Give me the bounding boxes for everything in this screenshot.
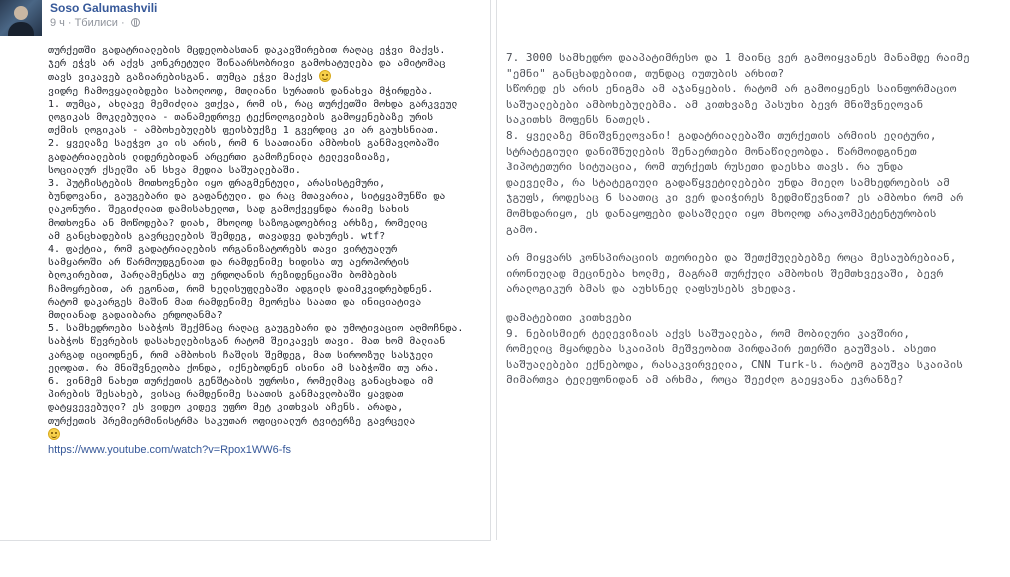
post-line: სტრატეგიული დანიშნულების შენაერთები მონაწილეობდა. წარმოიდგინეთ	[506, 144, 917, 158]
smiley-emoji-icon	[48, 428, 60, 440]
post-right-column	[496, 0, 1010, 577]
post-line: 9. ნებისმიერ ტელევიზიას აქვს საშუალება, რომ მობილური კავშირი,	[506, 326, 910, 340]
post-line: საკითხს მოფენს ნათელს.	[506, 113, 652, 127]
post-line: საბჭოს წევრების დასახელებისგან რატომ შეიკავეს თავი. მათ ხომ მალიან	[48, 336, 446, 348]
smiley-emoji-icon	[319, 70, 331, 82]
post-line: 4. ფაქტია, რომ გადატრიალების ორგანიზატორებს თავი ვირტუალურ	[48, 244, 398, 256]
post-line: ვიდრე ჩამოვყალიბდები საბოლოოდ, მთლიანი სურათის დანახვა მჭირდება.	[48, 85, 434, 97]
post-line-text: თავს ვიკავებ გაზიარებისგან. თუმცა ეჭვი მაქვს	[48, 72, 313, 84]
post-line: სამყაროში არ წარმოუდგენიათ და რამდენიმე ხიდისა თუ აეროპორტის	[48, 257, 410, 269]
post-header	[0, 0, 490, 36]
post-line: რატომ დაკარგეს მაშინ მათ რამდენიმე მეორესა საათი და ინიციატივა	[48, 296, 422, 308]
post-line: სწორედ ეს არის ენიგმა ამ აჯანყების. რატომ არ გამოიყენეს საინფორმაციო	[506, 82, 957, 96]
post-line: ირონიულად მეცინება ხოლმე, მაგრამ თურქული ამბოხის შემთხვევაში, ბევრ	[506, 266, 944, 280]
post-line	[48, 70, 488, 84]
post-line: ლაკონური. შეგიძლიათ დამისახელოთ, სად გამოქვეყნდა რაიმე სახის	[48, 204, 410, 216]
post-line: 6. ვინმემ ნახეთ თურქეთის გენშტაბის უფროსი, რომელმაც განაცხადა იმ	[48, 376, 434, 388]
post-line: 8. ყველაზე მნიშვნელოვანი! გადატრიალებაში თურქეთის არმიის ელიტური,	[506, 128, 937, 142]
post-line: რომელიც მყარდება სკაიპის მეშვეობით პირდაპირ ეთერში გაუშვას. ასეთი	[506, 342, 937, 356]
post-meta	[50, 17, 140, 29]
post-line: სოციალურ ქსელში ან სხვა მედია საშუალებაში.	[48, 164, 301, 176]
post-location[interactable]: Тбилиси	[74, 17, 118, 29]
paragraph-gap	[506, 297, 1006, 310]
post-line: 7. 3000 სამხედრო დააპატიმრესო და 1 მაინც ვერ გამოიყვანეს მანამდე რაიმე	[506, 51, 970, 64]
youtube-link[interactable]: https://www.youtube.com/watch?v=Rpox1WW6-fs	[48, 444, 292, 457]
post-line: საშუალებები ექნებოდა, რასაკვირველია, CNN Turk-ს. რატომ გაუშვა სკაიპის	[506, 357, 963, 371]
post-line: თქმის ლოგიკას - ამბოხებულებს ფეისბუქზე 1 გვერდიც კი არ გაუხსნიათ.	[48, 125, 440, 137]
post-line: ლოგიკას მოკლებულია - თანამედროვე ტექნოლოგიების გამოყენებაზე ურის	[48, 112, 434, 124]
post-line: ჰიპოტეთური სიტუაცია, რომ თურქეთს რუსეთი დაესხა თავს. რა უნდა	[506, 160, 904, 174]
post-line: 5. სამხედროები საბჭოს შექმნაც რაღაც გაუგებარი და უმოტივაციო აღმოჩნდა.	[48, 323, 464, 335]
post-line: ჩამოყრებით, არ ეგონათ, რომ ხელისუფლებაში ადგილს დაიმკვიდრებდნენ.	[48, 283, 434, 295]
post-line: გამო.	[506, 222, 540, 236]
post-line: საშუალებები ამბოხებულებმა. ამ კითხვაზე პასუხი ბევრ მნიშვნელოვან	[506, 97, 924, 111]
post-line: "ემნი" განცხადებიით, თუნდაც იუთუბის არხით?	[506, 66, 785, 80]
avatar-body	[8, 22, 34, 36]
post-line: 1. თუმცა, ახლავე მემიძლია ვთქვა, რომ ის, რაც თურქეთში მოხდა გარკვეულ	[48, 98, 458, 110]
post-line: არ მიყვარს კონსპირაციის თეორიები და შეთქმულებებზე როცა მესაუბრებიან,	[506, 251, 957, 265]
post-line: ჯერ ეჭვს არ აქვს კონკრეტული შინაარსობრივი გამოხატულება და ამიტომაც	[48, 58, 446, 70]
post-line: მომხდარიყო, ეს დანაყოფები დასაშლელი იყო მხოლოდ არაკომპეტენტურობის	[506, 206, 937, 220]
globe-icon[interactable]	[131, 18, 140, 27]
post-body-left	[48, 44, 488, 457]
post-line: თურქეთის პრემიერმინისტრმა საკუთარ ოფიციალურ ტვიტერზე გავრცელა	[48, 415, 416, 427]
paragraph-gap	[506, 237, 1006, 250]
post-line: 3. პუტჩისტების მოთხოვნები იყო ფრაგმენტული, არასისტემური,	[48, 178, 386, 190]
post-body-right	[506, 50, 1006, 388]
post-line: დამატებითი კითხვები	[506, 310, 632, 324]
post-line: დაეველმა, რა სტატეგიული გადაწყვეტილებები უნდა მიელო სამხედროების ამ	[506, 175, 950, 189]
post-line: კარგად იციოდნენ, რომ ამბოხის ჩაშლის შემდეგ, მათ სიროოზულ სასჯელი	[48, 349, 434, 361]
post-line: ჯგუფს, როდესაც 6 საათიც კი ვერ დაიჭირეს ზედმიწევნით? ეს ამბოხი რომ არ	[506, 191, 963, 205]
post-line: გადატრიალების ლიდერებიდან არცერთი გამოჩენილა ტელევიზიაზე,	[48, 151, 392, 163]
post-line: მიმართვა ტელეფონიდან ამ არხმა, როცა შეეძლო გაეყვანა ეკრანზე?	[506, 373, 904, 387]
post-line: ელოდათ. რა მნიშვნელობა ქონდა, იქნებოდნენ ისინი ამ საბჭოში თუ არა.	[48, 362, 440, 374]
post-time[interactable]: 9 ч	[50, 17, 65, 29]
post-line: არალოგიკურ ბმას და აუხსნელ ლაფსუსებს ვხედავ.	[506, 282, 798, 296]
post-line: ბლოკირებით, პარლამენტსა თუ ერდოღანის რეზიდენციაში ბომბების	[48, 270, 398, 282]
post-left-column	[0, 0, 491, 541]
avatar[interactable]	[0, 0, 42, 36]
post-line: მოთხოვნა ან მოწოდება? დიახ, მხოლოდ საზოგადოებრივ არხზე, რომელიც	[48, 217, 428, 229]
meta-separator: ·	[67, 17, 72, 29]
post-line: 2. ყველაზე საეჭვო კი ის არის, რომ 6 საათიანი ამბოხის განმავლობაში	[48, 138, 440, 150]
author-name[interactable]: Soso Galumashvili	[50, 1, 158, 15]
post-line: მთლიანად გადაიბარა ერდოღანმა?	[48, 310, 223, 322]
post-line: ამ განცხადების გავრცელების შემდეგ, თავადვე დახურეს. wtf?	[48, 230, 386, 242]
post-line: თურქეთში გადატრიალების მცდელობასთან დაკავშირებით რაღაც ეჭვი მაქვს.	[48, 45, 446, 56]
post-line: დატყვევებული? ეს ვიდეო კიდევ უფრო მეტ კითხვას აჩენს. არადა,	[48, 402, 404, 414]
meta-separator: ·	[120, 17, 125, 29]
column-divider	[496, 0, 497, 540]
post-line: ბუნდოვანი, გაუგებარი და გაფანტული. და რაც მთავარია, სიტყვამუნწი და	[48, 191, 446, 203]
post-line	[48, 428, 488, 442]
post-line: პირების შესახებ, ვისაც რამდენიმე საათის განმავლობაში ყავდათ	[48, 389, 404, 401]
avatar-head	[14, 6, 28, 20]
